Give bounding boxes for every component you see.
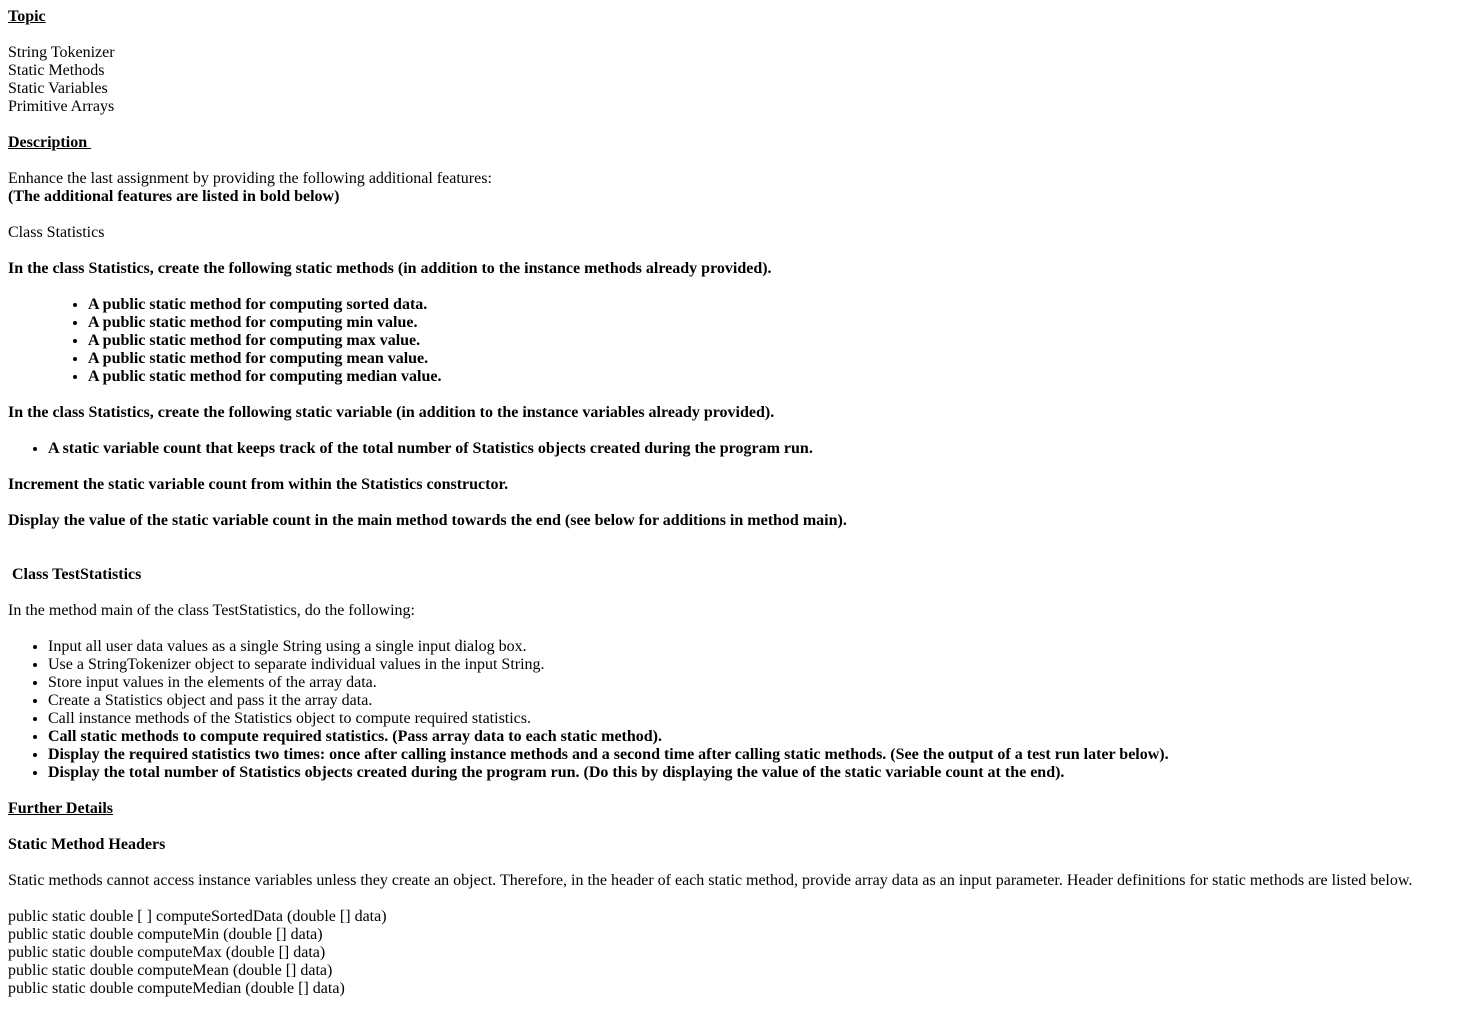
class-statistics-label: Class Statistics (8, 224, 105, 241)
description-intro-block (8, 170, 1456, 206)
list-item: • A public static method for computing sorted data. (88, 296, 1456, 314)
list-item: • A public static method for computing mean value. (88, 350, 1456, 368)
topic-item: Static Variables (8, 80, 108, 97)
list-item: • Use a StringTokenizer object to separate individual values in the input String. (48, 656, 1456, 674)
list-item: • Display the total number of Statistics objects created during the program run. (Do this by displaying the value of the static variable count at the end). (48, 764, 1456, 782)
list-item: • Call static methods to compute required statistics. (Pass array data to each static method). (48, 728, 1456, 746)
list-item: • Call instance methods of the Statistics object to compute required statistics. (48, 710, 1456, 728)
list-item: • A public static method for computing median value. (88, 368, 1456, 386)
test-statistics-heading: Class TestStatistics (8, 566, 142, 583)
list-item: • Input all user data values as a single String using a single input dialog box. (48, 638, 1456, 656)
description-note: (The additional features are listed in bold below) (8, 188, 340, 205)
test-statistics-intro: In the method main of the class TestStatistics, do the following: (8, 602, 415, 619)
topic-heading: Topic (8, 8, 46, 25)
topic-list (8, 44, 1456, 116)
increment-note: Increment the static variable count from within the Statistics constructor. (8, 476, 509, 493)
description-intro: Enhance the last assignment by providing the following additional features: (8, 170, 492, 187)
topic-item: Static Methods (8, 62, 105, 79)
method-header-line: public static double [ ] computeSortedData (double [] data) (8, 908, 387, 925)
list-item: • Create a Statistics object and pass it the array data. (48, 692, 1456, 710)
display-note: Display the value of the static variable count in the main method towards the end (see below for additions in method main). (8, 512, 847, 529)
method-header-line: public static double computeMin (double [] data) (8, 926, 323, 943)
method-header-line: public static double computeMax (double [] data) (8, 944, 326, 961)
list-item: • A static variable count that keeps track of the total number of Statistics objects created during the program run. (48, 440, 1456, 458)
static-variables-list (8, 440, 1456, 458)
test-statistics-steps (8, 638, 1456, 782)
topic-item: String Tokenizer (8, 44, 115, 61)
method-header-line: public static double computeMean (double [] data) (8, 962, 333, 979)
further-details-paragraph: Static methods cannot access instance variables unless they create an object. Therefore, in the header of each static method, provide array data as an input parameter. Header definitions for static methods are listed below. (8, 872, 1413, 889)
static-methods-list (8, 296, 1456, 386)
further-details-heading: Further Details (8, 800, 114, 817)
static-methods-intro: In the class Statistics, create the following static methods (in addition to the instance methods already provided). (8, 260, 772, 277)
list-item: • A public static method for computing min value. (88, 314, 1456, 332)
topic-item: Primitive Arrays (8, 98, 115, 115)
list-item: • Store input values in the elements of the array data. (48, 674, 1456, 692)
description-heading: Description (8, 134, 92, 151)
list-item: • A public static method for computing max value. (88, 332, 1456, 350)
list-item: • Display the required statistics two times: once after calling instance methods and a second time after calling static methods. (See the output of a test run later below). (48, 746, 1456, 764)
method-header-list (8, 908, 1456, 998)
static-method-headers-subheading: Static Method Headers (8, 836, 166, 853)
method-header-line: public static double computeMedian (double [] data) (8, 980, 345, 997)
static-variable-intro: In the class Statistics, create the following static variable (in addition to the instance variables already provided). (8, 404, 775, 421)
